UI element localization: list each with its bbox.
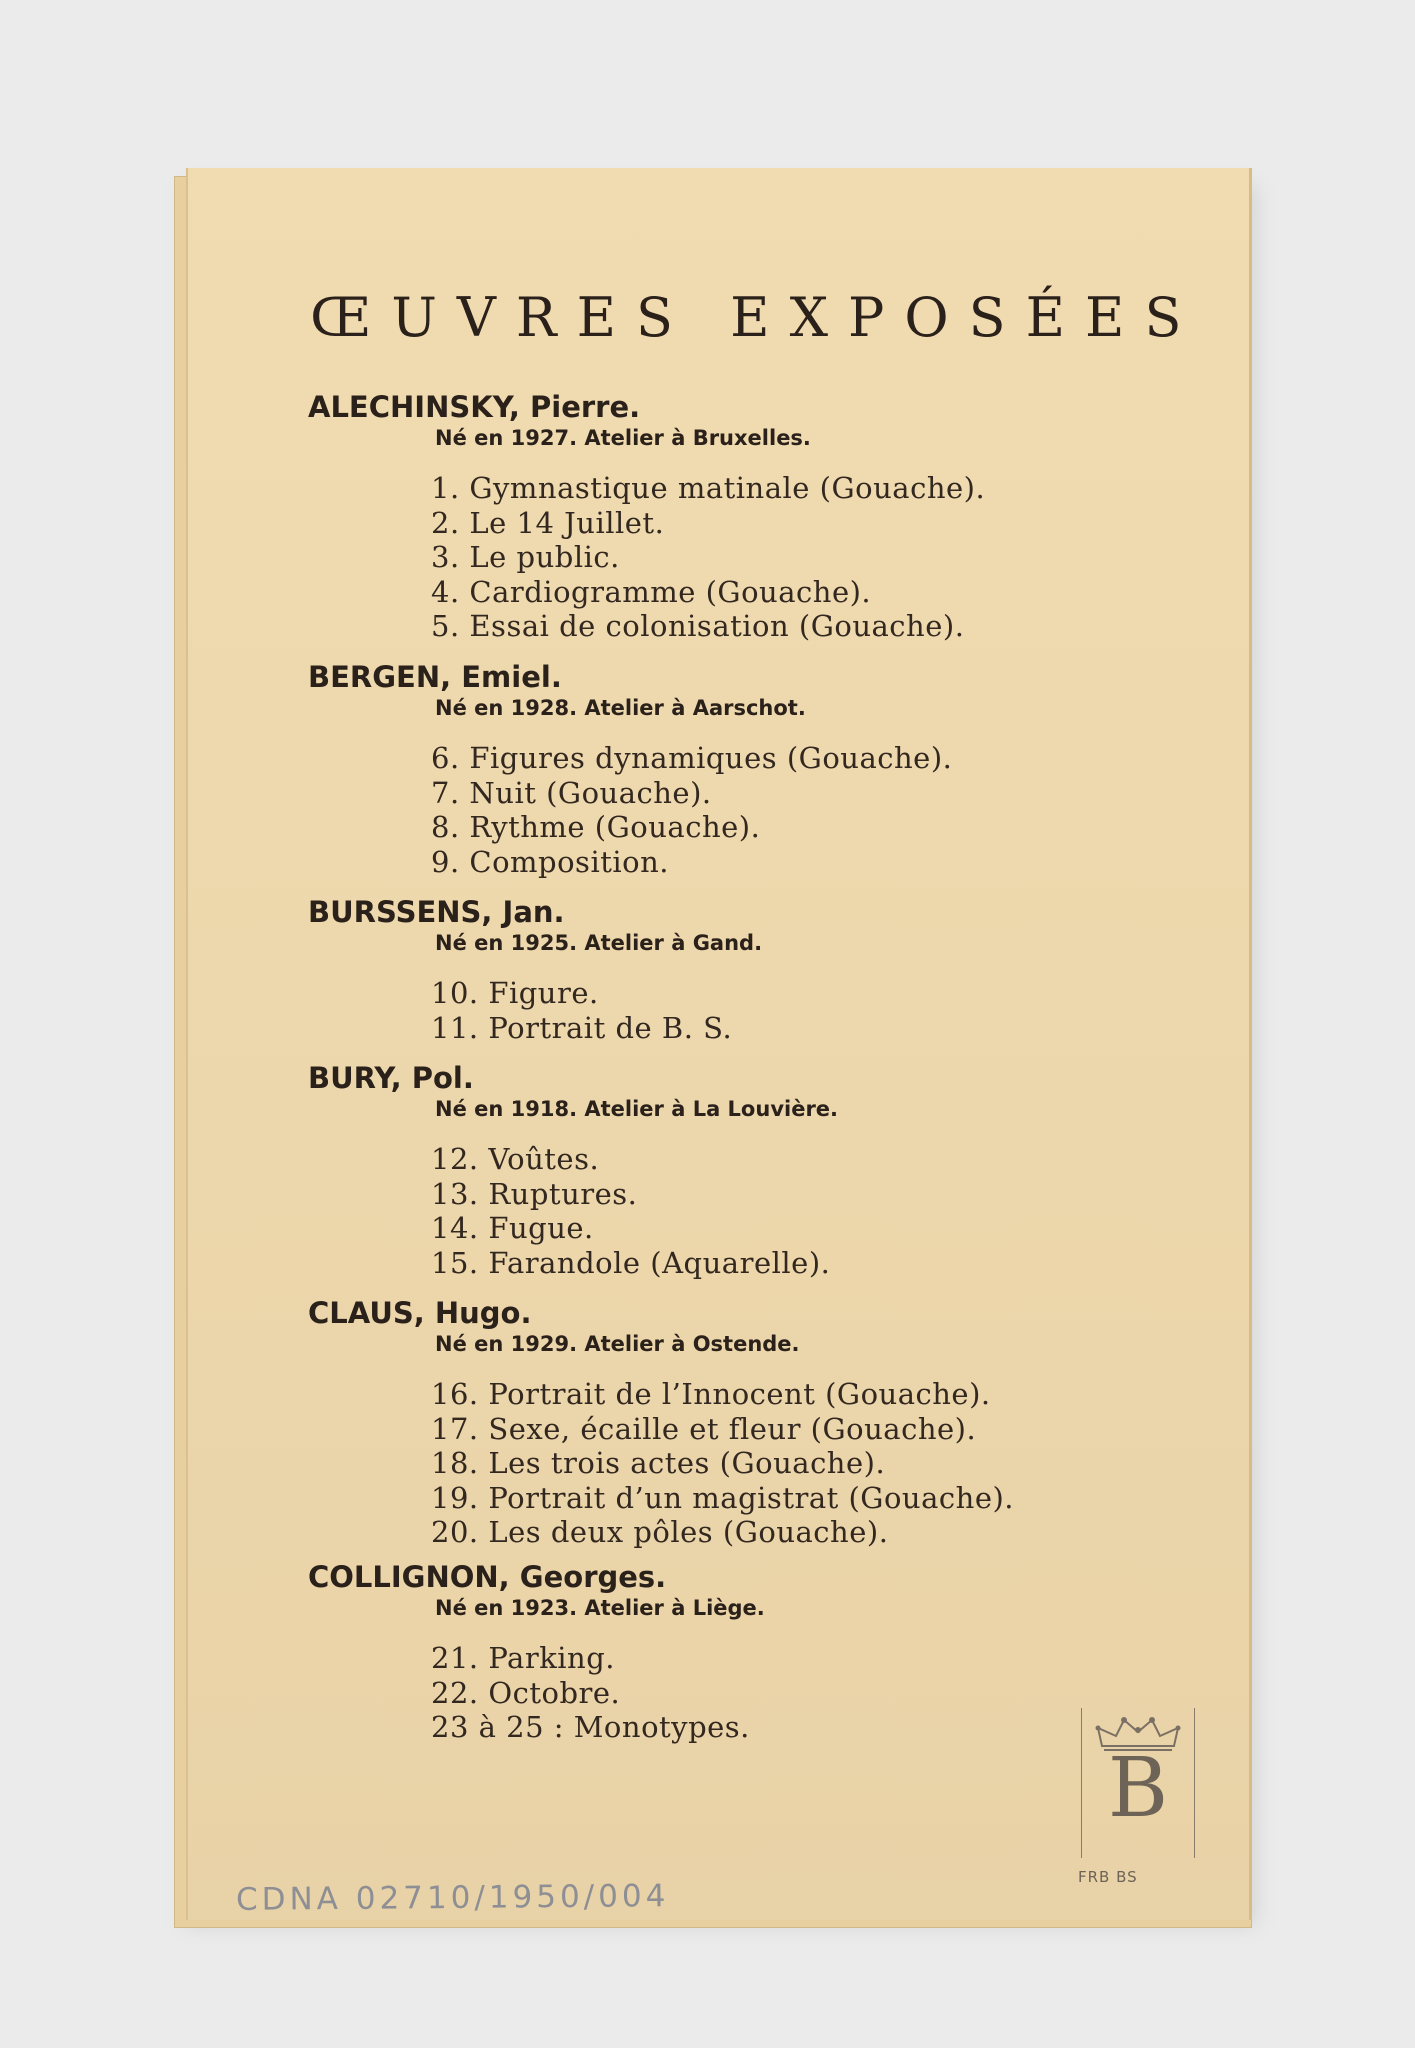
- work-item: 8. Rythme (Gouache).: [431, 810, 761, 844]
- booklet-page: [186, 168, 1252, 1920]
- artist-name: CLAUS, Hugo.: [308, 1296, 532, 1330]
- work-item: 12. Voûtes.: [431, 1142, 600, 1176]
- work-item: 18. Les trois actes (Gouache).: [431, 1446, 886, 1480]
- work-item: 3. Le public.: [431, 540, 620, 574]
- work-item: 23 à 25 : Monotypes.: [431, 1710, 750, 1744]
- work-item: 6. Figures dynamiques (Gouache).: [431, 741, 953, 775]
- work-item: 10. Figure.: [431, 976, 599, 1010]
- work-item: 4. Cardiogramme (Gouache).: [431, 574, 872, 609]
- work-item: 15. Farandole (Aquarelle).: [431, 1245, 831, 1280]
- artist-info: Né en 1928. Atelier à Aarschot.: [435, 696, 806, 720]
- work-item: 16. Portrait de l’Innocent (Gouache).: [431, 1377, 991, 1411]
- artist-info: Né en 1929. Atelier à Ostende.: [435, 1332, 800, 1356]
- artist-name: BURY, Pol.: [308, 1061, 474, 1095]
- work-item: 19. Portrait d’un magistrat (Gouache).: [431, 1480, 1015, 1515]
- artist-name: BERGEN, Emiel.: [308, 660, 562, 694]
- artist-name: ALECHINSKY, Pierre.: [308, 390, 641, 424]
- work-item: 5. Essai de colonisation (Gouache).: [431, 609, 965, 643]
- work-item: 11. Portrait de B. S.: [431, 1010, 733, 1045]
- work-item: 21. Parking.: [431, 1641, 616, 1675]
- artist-info: Né en 1927. Atelier à Bruxelles.: [435, 426, 811, 450]
- artist-name: BURSSENS, Jan.: [308, 895, 565, 929]
- artist-info: Né en 1923. Atelier à Liège.: [435, 1596, 765, 1620]
- work-item: 2. Le 14 Juillet.: [431, 505, 665, 540]
- stamp-label: FRB BS: [1078, 1868, 1138, 1886]
- inventory-number: CDNA 02710/1950/004: [235, 1878, 670, 1918]
- work-item: 14. Fugue.: [431, 1211, 594, 1245]
- artist-info: Né en 1918. Atelier à La Louvière.: [435, 1097, 839, 1121]
- work-item: 1. Gymnastique matinale (Gouache).: [431, 471, 986, 505]
- stamp-letter: B: [1107, 1741, 1169, 1836]
- royal-stamp: [1078, 1708, 1195, 1886]
- work-item: 22. Octobre.: [431, 1675, 621, 1710]
- page-title: ŒUVRES EXPOSÉES: [310, 286, 1202, 349]
- artist-name: COLLIGNON, Georges.: [308, 1560, 667, 1594]
- work-item: 20. Les deux pôles (Gouache).: [431, 1515, 889, 1549]
- work-item: 9. Composition.: [431, 844, 669, 879]
- work-item: 13. Ruptures.: [431, 1176, 638, 1211]
- work-item: 17. Sexe, écaille et fleur (Gouache).: [431, 1411, 977, 1446]
- artist-info: Né en 1925. Atelier à Gand.: [435, 931, 763, 955]
- work-item: 7. Nuit (Gouache).: [431, 775, 712, 810]
